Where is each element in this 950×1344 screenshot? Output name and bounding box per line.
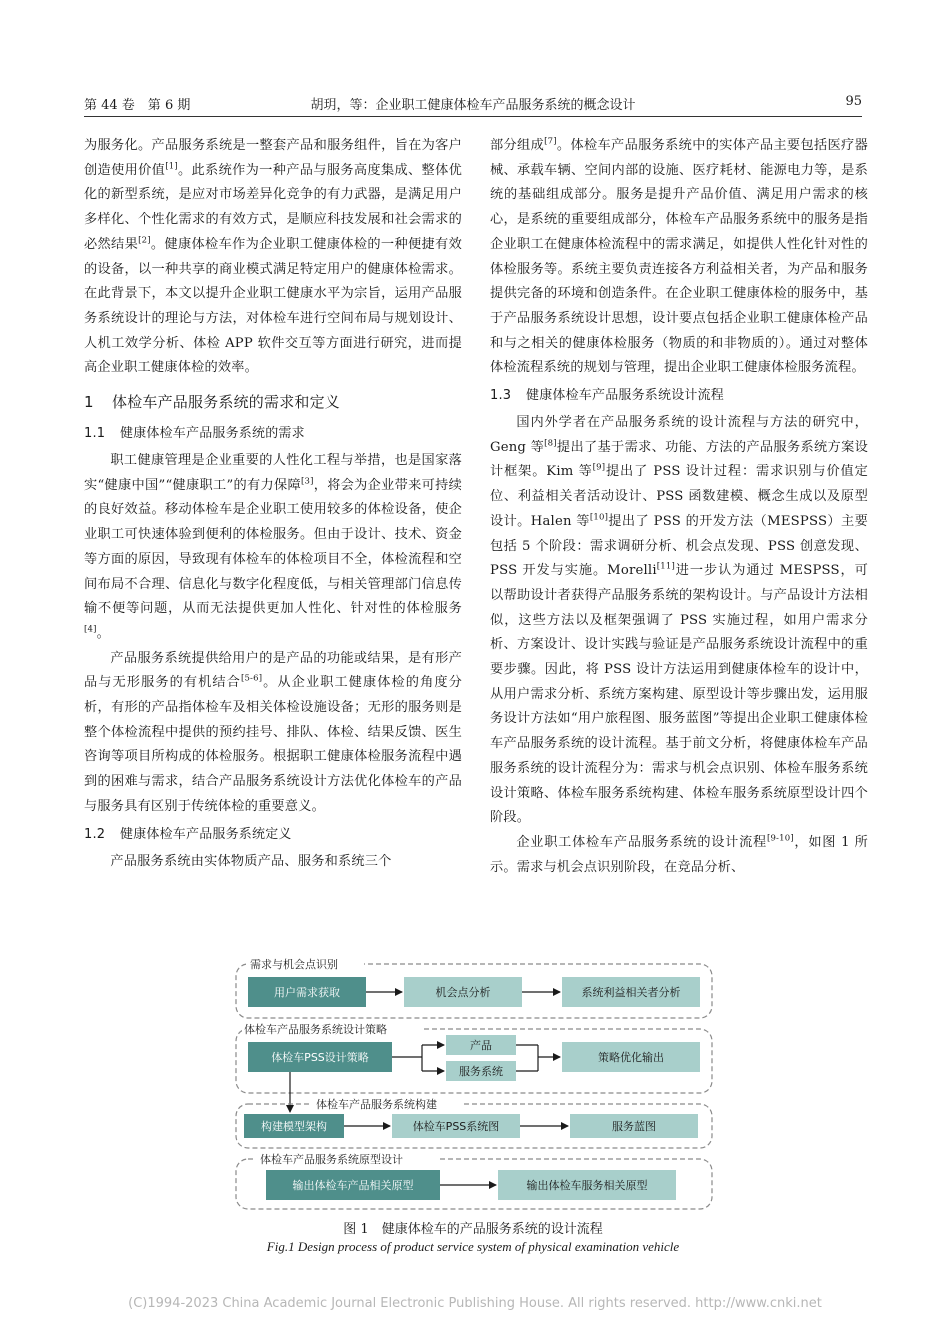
process-box-label: 系统利益相关者分析: [581, 986, 681, 999]
stage-label: 体检车产品服务系统构建: [316, 1098, 437, 1111]
right-column: [490, 134, 868, 880]
subsection-heading: 1.2 健康体检车产品服务系统定义: [84, 826, 292, 842]
citation[interactable]: [9]: [592, 463, 606, 474]
page-number: 95: [845, 94, 862, 109]
process-box-label: 服务系统: [459, 1065, 503, 1078]
paragraph: 企业职工体检车产品服务系统的设计流程[9-10]，如图 1 所示。需求与机会点识别阶段，在竞品分析、: [490, 833, 868, 875]
process-box-label: 体检车PSS设计策略: [271, 1051, 369, 1064]
copyright-footer: (C)1994-2023 China Academic Journal Electronic Publishing House. All rights reserved. http://www.cnki.net: [128, 1296, 822, 1311]
running-title: 胡玥，等：企业职工健康体检车产品服务系统的概念设计: [310, 98, 636, 113]
running-header: [84, 90, 862, 116]
process-box-label: 机会点分析: [435, 986, 491, 999]
citation[interactable]: [1]: [165, 161, 178, 172]
stage-label: 需求与机会点识别: [250, 958, 338, 971]
citation[interactable]: [7]: [544, 136, 557, 147]
citation[interactable]: [4]: [84, 624, 97, 635]
journal-volume: 第 44 卷 第 6 期: [84, 98, 191, 113]
section-heading: 1 体检车产品服务系统的需求和定义: [84, 393, 341, 412]
process-box-label: 输出体检车产品相关原型: [292, 1179, 414, 1192]
citation[interactable]: [3]: [300, 476, 314, 487]
paragraph: 产品服务系统提供给用户的是产品的功能或结果，是有形产品与无形服务的有机结合[5-6]。从企业职工健康体检的角度分析，有形的产品指体检车及相关体检设施设备；无形的服务则是整个体检流程中提供的预约挂号、排队、体检、结果反馈、医生咨询等项目所构成的体检服务。根据职工健康体检服务流程中遇到的困难与需求，结合产品服务系统设计方法优化体检车的产品与服务具有区别于传统体检的重要意义。: [84, 650, 462, 814]
paragraph: 国内外学者在产品服务系统的设计流程与方法的研究中，Geng 等[8]提出了基于需求、功能、方法的产品服务系统方案设计框架。Kim 等[9]提出了 PSS 设计过程：需求识别与价值定位、利益相关者活动设计、PSS 函数建模、概念生成以及原型设计。Halen 等[10]提出了 PSS 的开发方法（MESPSS）主要包括 5 个阶段：需求调研分析、机会点发现、PSS 创意发现、PSS 开发与实施。Morelli[11]进一步认为通过 MESPSS，可以帮助设计者获得产品服务系统的架构设计。与产品设计方法相似，这些方法以及框架强调了 PSS 实施过程，如用户需求分析、方案设计、设计实践与验证是产品服务系统设计流程中的重要步骤。因此，将 PSS 设计方法运用到健康体检车的设计中，从用户需求分析、系统方案构建、原型设计等步骤出发，运用服务设计方法如“用户旅程图、服务蓝图”等提出企业职工健康体检车产品服务系统的设计流程。基于前文分析，将健康体检车产品服务系统的设计流程分为：需求与机会点识别、体检车服务系统设计策略、体检车服务系统构建、体检车服务系统原型设计四个阶段。: [490, 415, 868, 826]
citation[interactable]: [5-6]: [240, 673, 263, 684]
process-box-label: 服务蓝图: [612, 1120, 656, 1133]
left-column: [84, 134, 462, 874]
citation[interactable]: [9-10]: [766, 833, 794, 844]
citation[interactable]: [2]: [138, 235, 151, 246]
process-box-label: 产品: [470, 1039, 492, 1052]
process-box-label: 输出体检车服务相关原型: [526, 1179, 648, 1192]
process-box-label: 构建模型架构: [261, 1120, 327, 1133]
subsection-heading: 1.1 健康体检车产品服务系统的需求: [84, 426, 305, 442]
subsection-heading: 1.3 健康体检车产品服务系统设计流程: [490, 388, 725, 404]
process-box-label: 策略优化输出: [598, 1051, 664, 1064]
citation[interactable]: [10]: [589, 512, 609, 523]
paragraph: 为服务化。产品服务系统是一整套产品和服务组件，旨在为客户创造使用价值[1]。此系统作为一种产品与服务高度集成、整体优化的新型系统，是应对市场差异化竞争的有力武器，是满足用户多样化、个性化需求的有效方式，是顺应科技发展和社会需求的必然结果[2]。健康体检车作为企业职工健康体检的一种便捷有效的设备，以一种共享的商业模式满足特定用户的健康体检需求。在此背景下，本文以提升企业职工健康水平为宗旨，运用产品服务系统设计的理论与方法，对体检车进行空间布局与规划设计、人机工效学分析、体检 APP 软件交互等方面进行研究，进而提高企业职工健康体检的效率。: [84, 138, 463, 376]
figure-caption-en: Fig.1 Design process of product service system of physical examination vehicle: [266, 1239, 680, 1254]
citation[interactable]: [11]: [656, 561, 675, 572]
process-box-label: 用户需求获取: [274, 986, 340, 999]
stage-label: 体检车产品服务系统原型设计: [260, 1153, 403, 1166]
paragraph: 职工健康管理是企业重要的人性化工程与举措，也是国家落实“健康中国”“健康职工”的有力保障[3]，将会为企业带来可持续的良好效益。移动体检车是企业职工使用较多的体检设备，使企业职工可快速体验到便利的体检服务。但由于设计、技术、资金等方面的原因，导致现有体检车的体检项目不全，体检流程和空间布局不合理、信息化与数字化程度低，与相关管理部门信息传输不便等问题，从而无法提供更加人性化、针对性的体检服务[4]。: [84, 453, 462, 641]
stage-label: 体检车产品服务系统设计策略: [244, 1023, 387, 1036]
citation[interactable]: [8]: [544, 438, 557, 449]
paragraph: 部分组成[7]。体检车产品服务系统中的实体产品主要包括医疗器械、承载车辆、空间内部的设施、医疗耗材、能源电力等，是系统的基础组成部分。服务是提升产品价值、满足用户需求的核心，是系统的重要组成部分，体检车产品服务系统中的服务是指企业职工在健康体检流程中的需求满足，如提供人性化针对性的体检服务等。系统主要负责连接各方利益相关者，为产品和服务提供完备的环境和创造条件。在企业职工健康体检的服务中，基于产品服务系统设计思想，设计要点包括企业职工健康体检产品和与之相关的健康体检服务（物质的和非物质的）。通过对整体体检流程系统的规划与管理，提出企业职工健康体检服务流程。: [490, 136, 868, 376]
header-rule: [84, 116, 862, 117]
figure-caption-cn: 图 1 健康体检车的产品服务系统的设计流程: [343, 1222, 603, 1237]
design-process-figure: [232, 956, 716, 1210]
process-box-label: 体检车PSS系统图: [412, 1120, 500, 1133]
paragraph: 产品服务系统由实体物质产品、服务和系统三个: [110, 853, 392, 869]
